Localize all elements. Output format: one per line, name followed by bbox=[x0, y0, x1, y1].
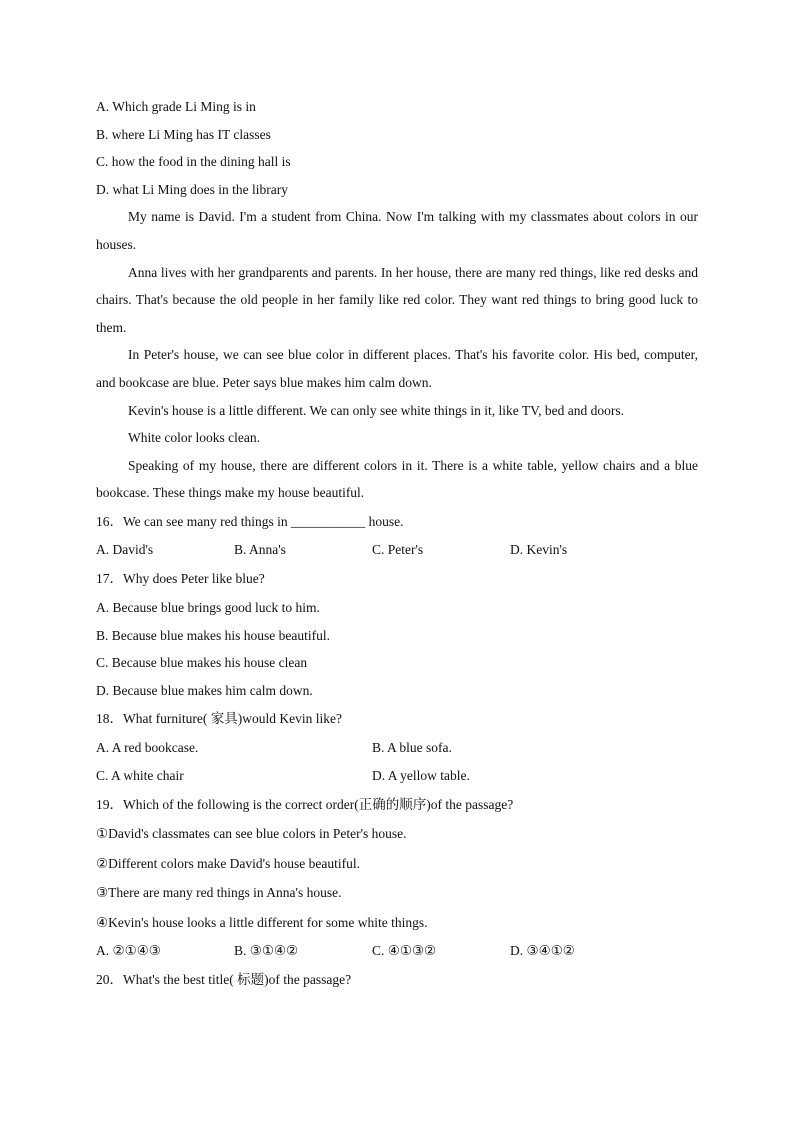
option-c: C. A white chair bbox=[96, 767, 184, 783]
reading-passage bbox=[96, 203, 698, 507]
option-d: D. what Li Ming does in the library bbox=[96, 181, 288, 197]
question-stem: 20．What's the best title( 标题)of the passage? bbox=[96, 972, 352, 988]
option-a: A. A red bookcase. bbox=[96, 739, 199, 755]
option-d: D. ③④①② bbox=[510, 943, 575, 959]
option-row bbox=[96, 734, 698, 762]
passage-paragraph: White color looks clean. bbox=[128, 430, 260, 446]
question-stem: 18．What furniture( 家具)would Kevin like? bbox=[96, 711, 342, 727]
option-b: B. A blue sofa. bbox=[372, 739, 452, 755]
option-a: A. Which grade Li Ming is in bbox=[96, 99, 256, 114]
question-16 bbox=[96, 507, 698, 565]
previous-question-options bbox=[96, 93, 698, 203]
question-17 bbox=[96, 564, 698, 704]
option-d: D. A yellow table. bbox=[372, 767, 470, 783]
passage-paragraph: Kevin's house is a little different. We can only see white things in it, like TV, bed and doors. bbox=[128, 402, 625, 418]
option-a: A. Because blue brings good luck to him. bbox=[96, 599, 320, 615]
option-b: B. Anna's bbox=[234, 542, 286, 558]
statement-4: ④Kevin's house looks a little different for some white things. bbox=[96, 914, 428, 930]
option-a: A. David's bbox=[96, 542, 154, 558]
option-b: B. Because blue makes his house beautiful. bbox=[96, 627, 330, 643]
option-d: D. Because blue makes him calm down. bbox=[96, 682, 313, 698]
option-c: C. how the food in the dining hall is bbox=[96, 154, 291, 170]
option-d: D. Kevin's bbox=[510, 542, 568, 558]
question-20 bbox=[96, 965, 698, 995]
statement-1: ①David's classmates can see blue colors in Peter's house. bbox=[96, 826, 407, 842]
question-19 bbox=[96, 790, 698, 966]
statement-2: ②Different colors make David's house beautiful. bbox=[96, 855, 360, 871]
statement-3: ③There are many red things in Anna's house. bbox=[96, 885, 342, 901]
option-c: C. Peter's bbox=[372, 542, 424, 558]
option-row bbox=[96, 937, 698, 965]
option-row bbox=[96, 762, 698, 790]
question-stem: 17．Why does Peter like blue? bbox=[96, 571, 265, 587]
option-a: A. ②①④③ bbox=[96, 943, 161, 959]
question-stem: 19．Which of the following is the correct order(正确的顺序)of the passage? bbox=[96, 796, 514, 812]
option-row bbox=[96, 536, 698, 564]
passage-paragraph: Anna lives with her grandparents and parents. In her house, there are many red things, like red desks and chairs. That's because the old people in her family like red color. They want red things to bring good luck to them. bbox=[96, 264, 698, 335]
option-b: B. where Li Ming has IT classes bbox=[96, 126, 271, 142]
option-c: C. ④①③② bbox=[372, 943, 437, 959]
passage-paragraph: My name is David. I'm a student from China. Now I'm talking with my classmates about colors in our houses. bbox=[96, 209, 698, 252]
passage-paragraph: Speaking of my house, there are different colors in it. There is a white table, yellow chairs and a blue bookcase. These things make my house beautiful. bbox=[96, 457, 698, 501]
document-page bbox=[96, 93, 698, 995]
question-18 bbox=[96, 704, 698, 790]
passage-paragraph: In Peter's house, we can see blue color in different places. That's his favorite color. His bed, computer, and bookcase are blue. Peter says blue makes him calm down. bbox=[96, 347, 698, 390]
option-c: C. Because blue makes his house clean bbox=[96, 655, 308, 671]
option-b: B. ③①④② bbox=[234, 943, 299, 959]
question-stem: 16．We can see many red things in ___________ house. bbox=[96, 513, 404, 529]
